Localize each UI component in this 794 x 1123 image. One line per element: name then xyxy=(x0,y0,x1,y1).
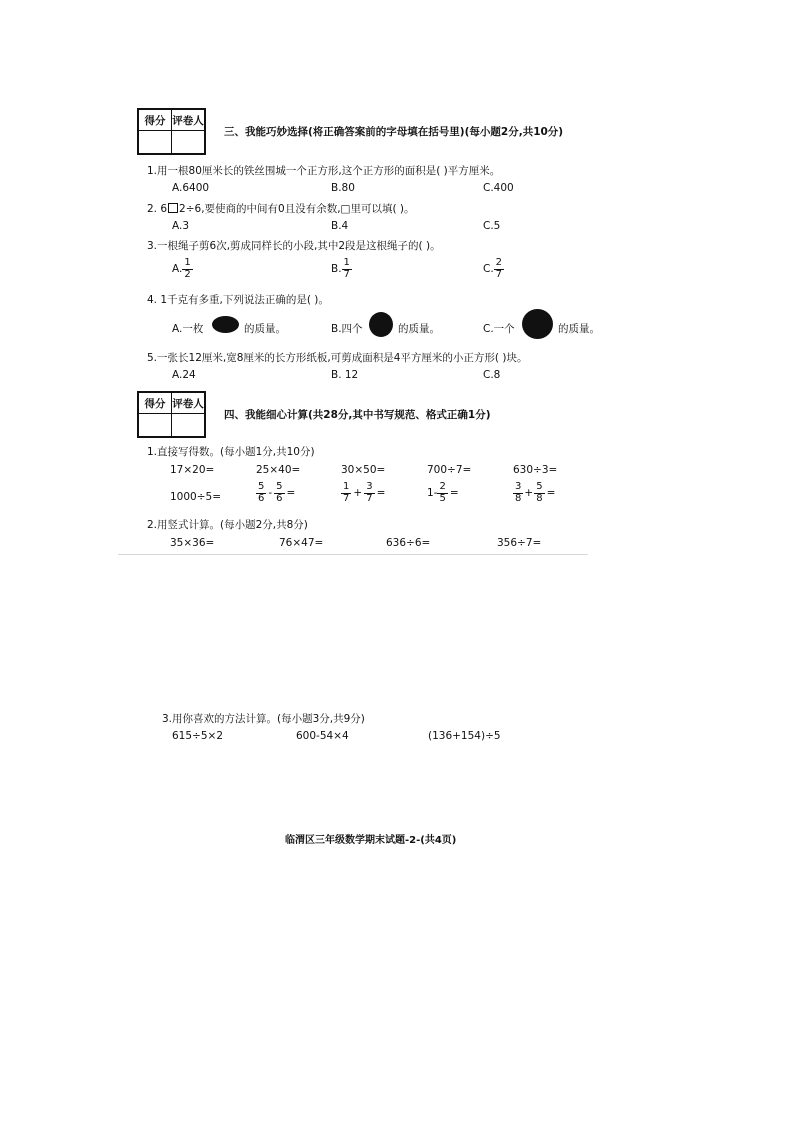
q3-option-a-label: A. xyxy=(172,263,183,275)
q2-option-b[interactable]: B.4 xyxy=(331,220,349,232)
egg-icon xyxy=(212,316,239,333)
score-label: 得分 xyxy=(138,109,172,131)
q3-option-c[interactable] xyxy=(483,258,504,280)
vertical-calc-item[interactable]: 35×36= xyxy=(170,537,215,549)
fraction-calc-1[interactable]: $\frac{5}{6}$ - $\frac{5}{6}$ = xyxy=(258,481,296,504)
section3-title: 三、我能巧妙选择(将正确答案前的字母填在括号里)(每小题2分,共10分) xyxy=(224,126,564,138)
q2-option-a[interactable]: A.3 xyxy=(172,220,190,232)
q3-option-a[interactable] xyxy=(172,258,193,280)
fraction: $\frac{3}{8}$ xyxy=(515,481,522,504)
fraction-calc-3[interactable]: 1- $\frac{2}{5}$ = xyxy=(427,481,459,504)
q1-option-b[interactable]: B.80 xyxy=(331,182,355,194)
blank-box-icon xyxy=(168,203,178,213)
calc-item[interactable]: 630÷3= xyxy=(513,464,558,476)
fraction: $\frac{2}{7}$ xyxy=(495,257,503,280)
fraction: $\frac{5}{6}$ xyxy=(276,481,283,504)
q3-text: 3.一根绳子剪6次,剪成同样长的小段,其中2段是这根绳子的( )。 xyxy=(147,240,441,252)
grader-label: 评卷人 xyxy=(172,392,206,414)
fraction: $\frac{3}{7}$ xyxy=(366,481,373,504)
q4-option-a-post: 的质量。 xyxy=(244,323,286,335)
fraction-calc-4[interactable]: $\frac{3}{8}$ + $\frac{5}{8}$ = xyxy=(515,481,556,504)
score-label: 得分 xyxy=(138,392,172,414)
q4-option-c-post: 的质量。 xyxy=(558,323,600,335)
q3-option-c-label: C. xyxy=(483,263,494,275)
section4-title: 四、我能细心计算(共28分,其中书写规范、格式正确1分) xyxy=(224,409,491,421)
calc-item[interactable]: 700÷7= xyxy=(427,464,472,476)
q1-text: 1.用一根80厘米长的铁丝围城一个正方形,这个正方形的面积是( )平方厘米。 xyxy=(147,165,501,177)
part1-title: 1.直接写得数。(每小题1分,共10分) xyxy=(147,446,315,458)
q5-option-a[interactable]: A.24 xyxy=(172,369,196,381)
q3-option-b[interactable] xyxy=(331,258,352,280)
page-footer: 临渭区三年级数学期末试题-2-(共4页) xyxy=(285,835,457,846)
grader-cell[interactable] xyxy=(172,131,206,155)
q4-option-b-post: 的质量。 xyxy=(398,323,440,335)
vertical-calc-item[interactable]: 356÷7= xyxy=(497,537,542,549)
fraction: $\frac{5}{6}$ xyxy=(258,481,265,504)
q1-option-a[interactable]: A.6400 xyxy=(172,182,210,194)
q4-option-b-pre[interactable]: B.四个 xyxy=(331,323,363,335)
q4-option-c-pre[interactable]: C.一个 xyxy=(483,323,515,335)
fraction: $\frac{5}{8}$ xyxy=(536,481,543,504)
calc-item[interactable]: 30×50= xyxy=(341,464,386,476)
q2-option-c[interactable]: C.5 xyxy=(483,220,501,232)
fraction: $\frac{2}{5}$ xyxy=(439,481,446,504)
part3-title: 3.用你喜欢的方法计算。(每小题3分,共9分) xyxy=(162,713,365,725)
watermelon-icon xyxy=(522,309,553,339)
q2-text xyxy=(147,201,415,216)
q2-text-post: 2÷6,要使商的中间有0且没有余数,□里可以填( )。 xyxy=(179,203,415,215)
q3-option-b-label: B. xyxy=(331,263,342,275)
scan-divider xyxy=(118,554,588,555)
q4-option-a-pre[interactable]: A.一枚 xyxy=(172,323,204,335)
part2-title: 2.用竖式计算。(每小题2分,共8分) xyxy=(147,519,308,531)
method-calc-item[interactable]: 615÷5×2 xyxy=(172,730,223,742)
calc-item[interactable]: 1000÷5= xyxy=(170,491,221,503)
q4-text: 4. 1千克有多重,下列说法正确的是( )。 xyxy=(147,294,329,306)
method-calc-item[interactable]: 600-54×4 xyxy=(296,730,349,742)
q5-text: 5.一张长12厘米,宽8厘米的长方形纸板,可剪成面积是4平方厘米的小正方形( )块。 xyxy=(147,352,528,364)
vertical-calc-item[interactable]: 636÷6= xyxy=(386,537,431,549)
q1-option-c[interactable]: C.400 xyxy=(483,182,514,194)
grader-cell[interactable] xyxy=(172,414,206,438)
grader-label: 评卷人 xyxy=(172,109,206,131)
fraction: $\frac{1}{2}$ xyxy=(184,257,191,280)
fraction: $\frac{1}{7}$ xyxy=(343,257,350,280)
vertical-calc-item[interactable]: 76×47= xyxy=(279,537,324,549)
method-calc-item[interactable]: (136+154)÷5 xyxy=(428,730,501,742)
calc-item[interactable]: 25×40= xyxy=(256,464,301,476)
apple-icon xyxy=(369,312,393,337)
score-table-section3 xyxy=(137,108,206,155)
q2-text-pre: 2. 6 xyxy=(147,203,168,215)
q5-option-b[interactable]: B. 12 xyxy=(331,369,359,381)
fraction-calc-2[interactable]: $\frac{1}{7}$ + $\frac{3}{7}$ = xyxy=(343,481,386,504)
score-cell[interactable] xyxy=(138,414,172,438)
score-cell[interactable] xyxy=(138,131,172,155)
score-table-section4 xyxy=(137,391,206,438)
calc-item[interactable]: 17×20= xyxy=(170,464,215,476)
fraction: $\frac{1}{7}$ xyxy=(343,481,350,504)
q5-option-c[interactable]: C.8 xyxy=(483,369,501,381)
